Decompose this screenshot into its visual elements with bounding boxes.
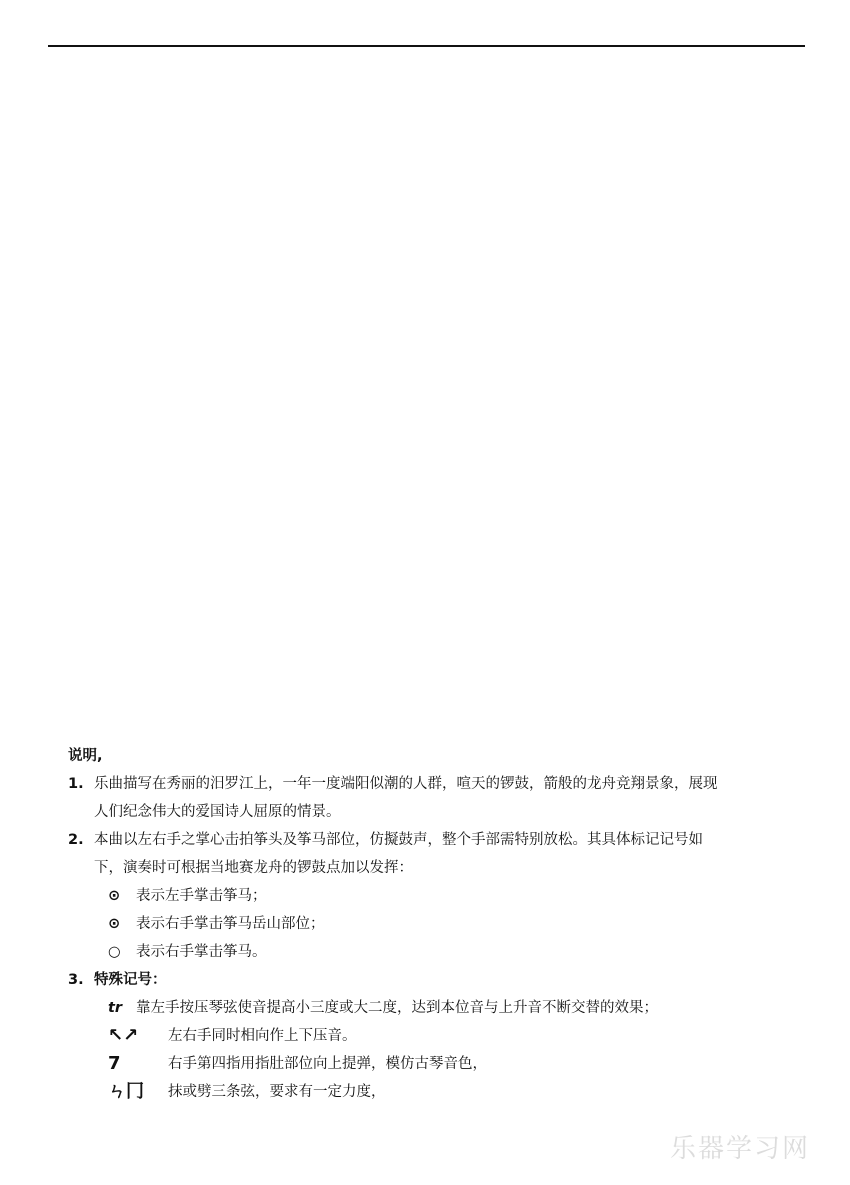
tr-item: tr 靠左手按压琴弦使音提高小三度或大二度，达到本位音与上升音不断交替的效果；: [68, 994, 828, 1022]
note-number: 2.: [68, 832, 84, 848]
circle-dot-icon: ⊙: [108, 888, 121, 904]
trill-icon: tr: [108, 1000, 123, 1016]
circle-dot-icon: ⊙: [108, 916, 121, 932]
watermark: 乐器学习网: [669, 1134, 810, 1164]
special-title: 特殊记号：: [94, 972, 167, 988]
note-number: 3.: [68, 972, 84, 988]
pluck-up-icon: 7: [108, 1053, 121, 1074]
notes-heading: 说明,: [68, 748, 103, 764]
note-item-2: [68, 826, 828, 854]
note-text: 乐曲描写在秀丽的汨罗江上，一年一度端阳似潮的人群，喧天的锣鼓，箭般的龙舟竞翔景象，展现: [94, 776, 718, 792]
note-text: 人们纪念伟大的爱国诗人屈原的情景。: [94, 804, 341, 820]
note-text: 本曲以左右手之掌心击拍筝头及筝马部位，仿擬鼓声，整个手部需特别放松。其具体标记记号如: [94, 832, 703, 848]
mark-item: ⊙ 表示右手掌击筝马岳山部位；: [68, 910, 828, 938]
special-item: ↖↗ 左右手同时相向作上下压音。: [68, 1022, 828, 1050]
press-arrows-icon: ↖↗: [108, 1025, 139, 1046]
circle-icon: ○: [108, 944, 121, 960]
notes-section: [68, 742, 828, 1106]
note-number: 1.: [68, 776, 84, 792]
note-item-1: [68, 770, 828, 798]
special-item: ㄣ冂 抹或劈三条弦，要求有一定力度，: [68, 1078, 828, 1106]
mark-item: ⊙ 表示左手掌击筝马；: [68, 882, 828, 910]
special-item: 7 右手第四指用指肚部位向上提弹，模仿古琴音色，: [68, 1050, 828, 1078]
note-item-3: [68, 966, 828, 994]
mark-item: ○ 表示右手掌击筝马。: [68, 938, 828, 966]
note-text: 下，演奏时可根据当地赛龙舟的锣鼓点加以发挥：: [94, 860, 413, 876]
strum-icon: ㄣ冂: [108, 1081, 144, 1102]
